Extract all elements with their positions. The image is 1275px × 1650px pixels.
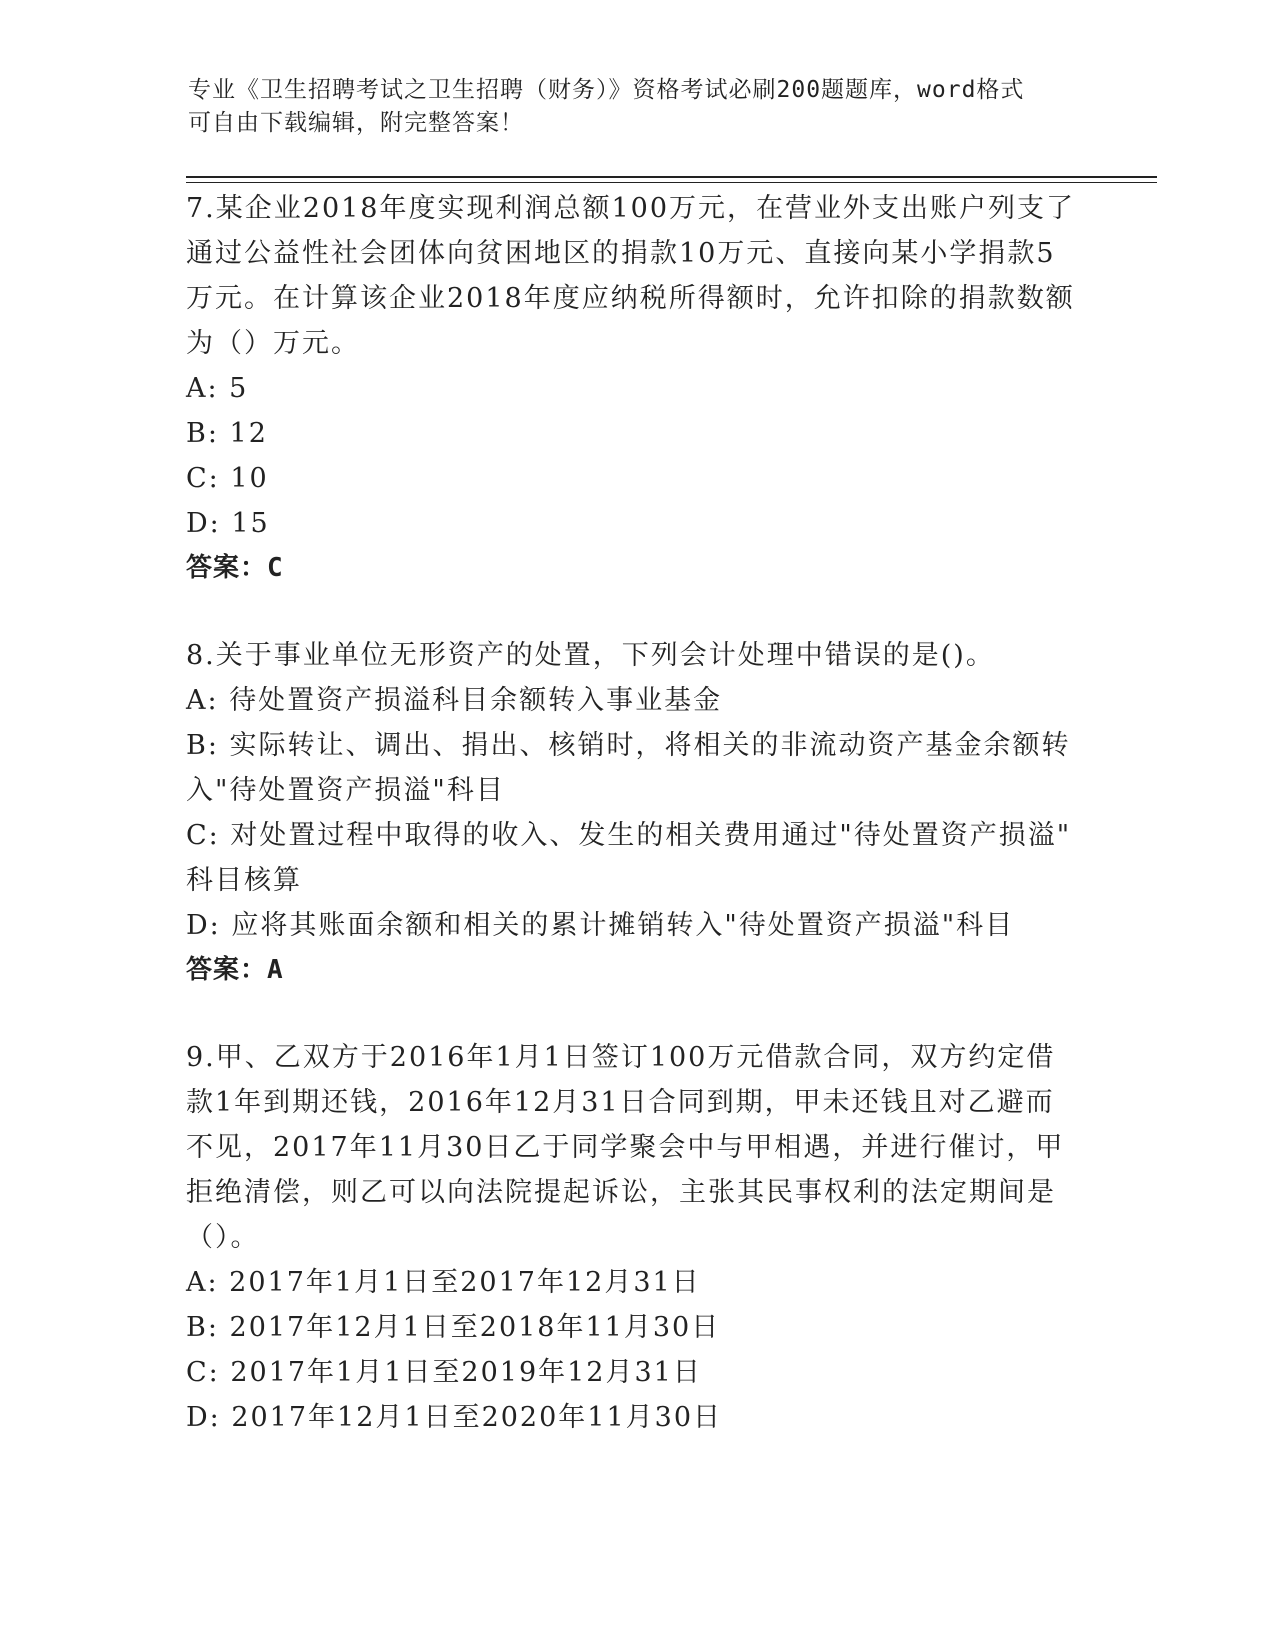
option-d: D: 2017年12月1日至2020年11月30日 [186, 1402, 722, 1433]
question-spacer [186, 993, 1086, 1035]
question-list [186, 186, 1086, 1440]
option-b: B: 12 [186, 418, 268, 449]
question-stem-line: 款1年到期还钱，2016年12月31日合同到期，甲未还钱且对乙避而 [186, 1087, 1055, 1118]
question-stem-line: 7.某企业2018年度实现利润总额100万元，在营业外支出账户列支了 [186, 193, 1076, 224]
document-header [188, 74, 1068, 140]
question-stem-line: （）。 [186, 1222, 260, 1253]
option-b: B: 实际转让、调出、捐出、核销时，将相关的非流动资产基金余额转 [186, 730, 1071, 761]
option-d: D: 应将其账面余额和相关的累计摊销转入"待处置资产损溢"科目 [186, 910, 1015, 941]
question-9 [186, 1035, 1086, 1440]
option-c: C: 2017年1月1日至2019年12月31日 [186, 1357, 702, 1388]
header-line-1: 专业《卫生招聘考试之卫生招聘（财务）》资格考试必刷200题题库，word格式 [188, 77, 1025, 103]
question-8 [186, 633, 1086, 993]
header-rule-thin [186, 182, 1157, 183]
option-b: B: 2017年12月1日至2018年11月30日 [186, 1312, 721, 1343]
question-stem-line: 拒绝清偿，则乙可以向法院提起诉讼，主张其民事权利的法定期间是 [186, 1177, 1056, 1208]
question-stem-line: 为（）万元。 [186, 328, 360, 359]
question-spacer [186, 591, 1086, 633]
question-stem-line: 通过公益性社会团体向贫困地区的捐款10万元、直接向某小学捐款5 [186, 238, 1056, 269]
question-stem-line: 8.关于事业单位无形资产的处置，下列会计处理中错误的是()。 [186, 640, 995, 671]
option-a: A: 待处置资产损溢科目余额转入事业基金 [186, 685, 723, 716]
option-a: A: 2017年1月1日至2017年12月31日 [186, 1267, 701, 1298]
option-a: A: 5 [186, 373, 249, 404]
answer: 答案：A [186, 955, 284, 985]
option-c: C: 对处置过程中取得的收入、发生的相关费用通过"待处置资产损溢" [186, 820, 1072, 851]
header-line-2: 可自由下载编辑，附完整答案！ [188, 110, 524, 136]
question-stem-line: 万元。在计算该企业2018年度应纳税所得额时，允许扣除的捐款数额 [186, 283, 1075, 314]
question-7 [186, 186, 1086, 591]
option-d: D: 15 [186, 508, 270, 539]
question-stem-line: 9.甲、乙双方于2016年1月1日签订100万元借款合同，双方约定借 [186, 1042, 1056, 1073]
header-rule-thick [186, 176, 1157, 178]
option-c-continued: 科目核算 [186, 865, 302, 896]
question-stem-line: 不见，2017年11月30日乙于同学聚会中与甲相遇，并进行催讨，甲 [186, 1132, 1065, 1163]
option-b-continued: 入"待处置资产损溢"科目 [186, 775, 505, 806]
answer: 答案：C [186, 553, 284, 583]
option-c: C: 10 [186, 463, 269, 494]
